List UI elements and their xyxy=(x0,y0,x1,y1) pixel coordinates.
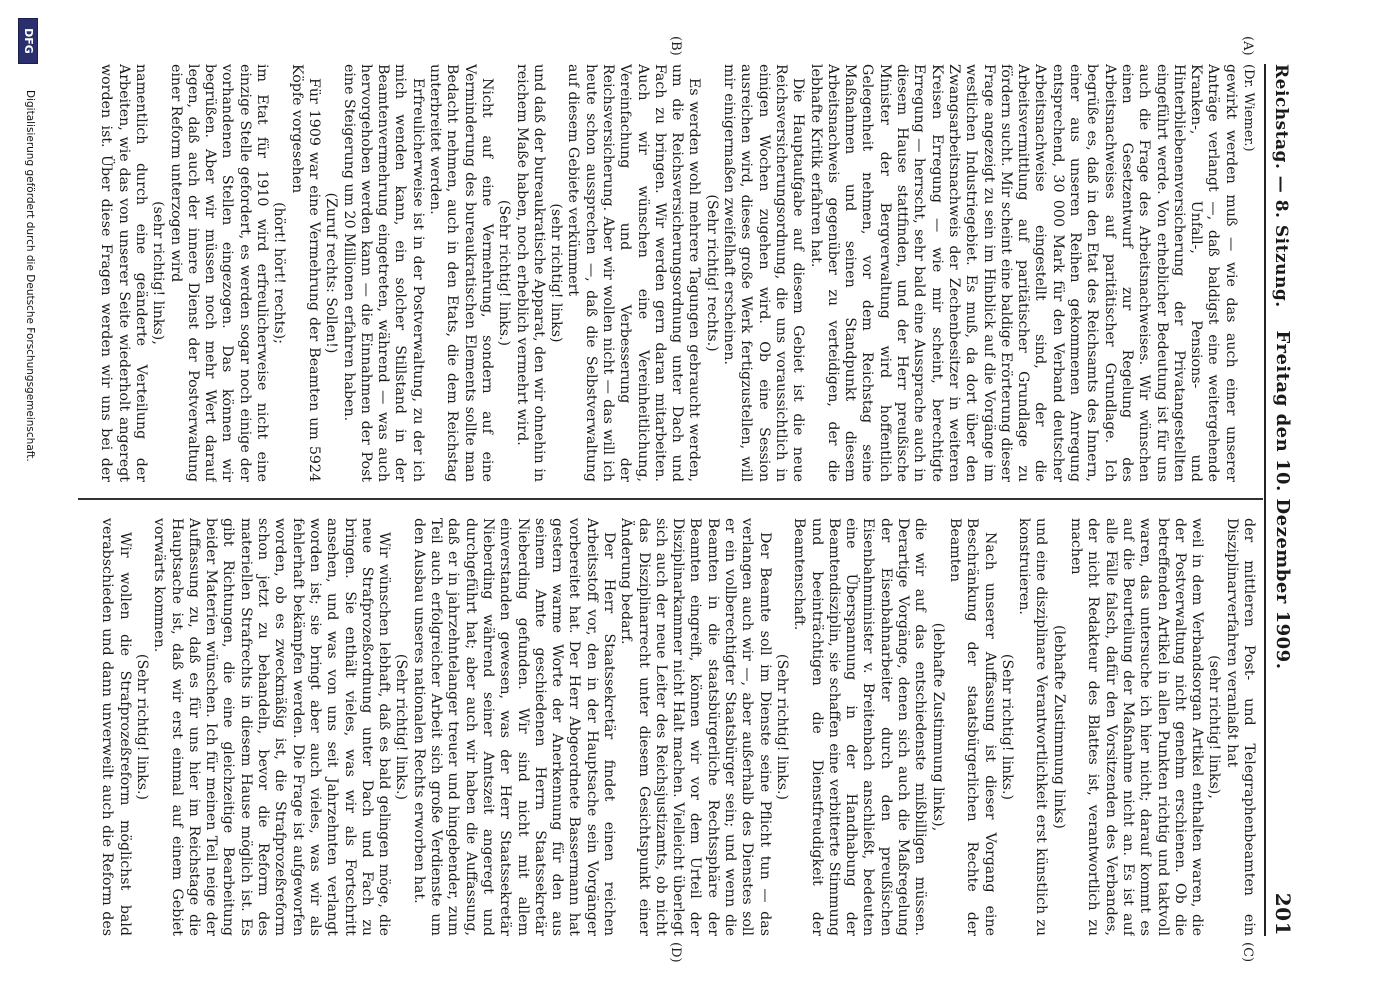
margin-marker-c: (C) xyxy=(1240,942,1255,963)
paragraph: Nicht auf eine Vermehrung, sondern auf eine Verminderung des bureaukratischen Elements sollte man Bedacht nehmen, auch in den Etats, die dem Reichstag unterbreitet werden. xyxy=(427,64,495,482)
interjection: (lebhafte Zustimmung links), xyxy=(929,622,946,832)
dfg-logo: DFG xyxy=(18,18,38,64)
funding-note: Digitalisierung gefördert durch die Deutsche Forschungsgemeinschaft. xyxy=(24,90,36,462)
paragraph: Die Hauptaufgabe auf diesem Gebiet ist die neue Reichsversicherungsordnung, die uns voraussichtlich in einigen Wochen zugehen wird. Ob eine Session ausreichen wird, dieses große Werk fertigzustellen, will mir einigermaßen zweifelhaft erscheinen. xyxy=(721,64,807,482)
page-footer xyxy=(18,0,38,1000)
paragraph: Wir wollen die Strafprozeßreform möglichst bald verabschieden und dann unverweilt auch die Reform des xyxy=(99,518,133,936)
margin-marker-d: (D) xyxy=(668,942,683,963)
page-header xyxy=(1267,64,1297,936)
column-divider xyxy=(78,498,1263,500)
paragraph: die wir auf das entschiedenste mißbilligen müssen. Derartige Vorgänge, denen sich auch die Maßregelung der Eisenbahnarbeiter durch den preußischen Eisenbahnminister v. Breitenbach anschließt, bedeuten eine Überspannung in der Handhabung der Beamtendisziplin, sie schaffen eine verbitterte Stimmung und beeinträchtigen die Dienstfreudigkeit der Beamtenschaft. xyxy=(791,518,929,936)
paragraph: im Etat für 1910 wird erfreulicherweise nicht eine einzige Stelle gefordert, es werden sogar noch einige der vorhandenen Stellen eingezogen. Das können wir begrüßen. Aber wir müssen noch mehr Wert darauf legen, daß auch der innere Dienst der Postverwaltung einer Reform unterzogen wird xyxy=(167,64,271,482)
margin-marker-a: (A) xyxy=(1240,36,1255,56)
interjection: (Zuruf rechts: Sollen!) xyxy=(323,192,340,354)
paragraph: der mittleren Post- und Telegraphenbeamten ein Disziplinarverfahren veranlaßt hat xyxy=(1223,518,1257,936)
interjection: (hört! hört! rechts); xyxy=(271,202,288,344)
paragraph: Der Herr Staatssekretär findet einen reichen Arbeitsstoff vor, den in der Hauptsache sein Vorgänger vorbereitet hat. Der Herr Abgeordnete Bassermann hat gestern warme Worte der Anerkennung für den aus seinem Amte geschiedenen Herrn Staatssekretär Nieberding gefunden. Wir sind nicht mit allem einverstanden gewesen, was der Herr Staatssekretär Nieberding während seiner Amtszeit angeregt und durchgeführt hat; aber auch wir haben die Auffassung, daß er in jahrzehntelanger treuer und hingebender, zum Teil auch erfolgreicher Arbeit sich große Verdienste um den Ausbau unseres nationalen Rechts erworben hat. xyxy=(410,518,618,936)
paragraph: Erfreulicherweise ist in der Postverwaltung, zu der ich mich wenden kann, ein solcher Stillstand in der Beamtenvermehrung eingetreten, während — was auch hervorgehoben werden kann — die Einnahmen der Post eine Steigerung um 20 Millionen erfahren haben. xyxy=(340,64,426,482)
paragraph: Nach unserer Auffassung ist dieser Vorgang eine Beschränkung der staatsbürgerlichen Rechte der Beamten xyxy=(946,518,998,936)
margin-marker-b: (B) xyxy=(668,36,683,56)
page-number: 201 xyxy=(1271,892,1295,936)
text-column-left xyxy=(97,64,1257,482)
interjection: (Sehr richtig! links.) xyxy=(393,653,410,801)
paragraph: namentlich durch eine geänderte Verteilung der Arbeiten, wie das von unserer Seite wiederholt angeregt worden ist. Über diese Fragen werden wir uns bei der xyxy=(98,64,149,482)
interjection: (Sehr richtig! rechts.) xyxy=(703,194,720,352)
header-left: Reichstag. — 8. Sitzung. xyxy=(1271,64,1291,308)
interjection: (Sehr richtig! links.) xyxy=(134,653,150,801)
interjection: (Sehr richtig! links.) xyxy=(998,653,1015,801)
header-date: Freitag den 10. Dezember 1909. xyxy=(1272,330,1293,670)
interjection: (sehr richtig! links), xyxy=(1206,655,1223,799)
speaker-label: (Dr. Wiemer.) xyxy=(1241,64,1256,152)
paragraph: gewirkt werden muß — wie das auch einer unserer Anträge verlangt —, daß baldigst eine weitergehende Kranken-, Unfall-, Pensions- und Hinterbliebenenversicherung der Privatangestellten eingeführt werde. Von erheblicher Bedeutung ist für uns auch die Frage des Arbeitsnachweises. Wir wünschen einen Gesetzentwurf zur Regelung des Arbeitsnachweises auf paritätischer Grundlage. Ich begrüße es, daß in den Etat des Reichsamts des Innern, einer aus unseren Reihen gekommenen Anregung entsprechend, 30 000 Mark für den Verband deutscher Arbeitsnachweise eingestellt sind, der die Arbeitsvermittlung auf paritätischer Grundlage zu fördern sucht. Mir scheint eine baldige Erörterung dieser Frage angezeigt zu sein im Hinblick auf die Vorgänge im westlichen Industriegebiet. Es muß, da dort über den Zwangsarbeitsnachweis der Zechenbesitzer in weiteren Kreisen Erregung — wie mir scheint, berechtigte Erregung — herrscht, sehr bald eine Aussprache auch in diesem Hause stattfinden, und der Herr preußische Minister der Bergverwaltung wird hoffentlich Gelegenheit nehmen, vor dem Reichstag seine Maßnahmen und seinen Standpunkt diesem Arbeitsnachweis gegenüber zu verteidigen, der die lebhafte Kritik erfahren hat. xyxy=(807,64,1239,482)
interjection: (sehr richtig! links), xyxy=(150,201,167,345)
interjection: (Sehr richtig! links.) xyxy=(773,653,790,801)
paragraph: Für 1909 war eine Vermehrung der Beamten um 5924 Köpfe vorgesehen xyxy=(288,64,322,482)
interjection: (lebhafte Zustimmung links) xyxy=(1050,625,1067,829)
paragraph: Wir wünschen lebhaft, daß es bald gelingen möge, die neue Strafprozeßordnung unter Dach und Fach zu bringen. Sie enthält vieles, was wir als Fortschritt ansehen, und was von uns seit Jahrzehnten verlangt worden ist; sie bringt aber auch vieles, was wir als fehlerhaft bekämpfen werden. Die Frage ist aufgeworfen worden, ob es zweckmäßig ist, die Strafprozeßreform schon jetzt zu behandeln, bevor die Reform des materiellen Strafrechts in diesem Hause möglich ist. Es gibt Richtungen, die eine gleichzeitige Bearbeitung beider Materien wünschen. Ich für meinen Teil neige der Auffassung zu, daß es für uns hier im Reichstage die Hauptsache ist, daß wir erst einmal auf einem Gebiet vorwärts kommen. xyxy=(151,518,393,936)
interjection: (Sehr richtig! links.) xyxy=(496,199,513,347)
header-rule xyxy=(1264,64,1266,936)
paragraph: und eine disziplinare Verantwortlichkeit erst künstlich zu konstruieren. xyxy=(1016,518,1050,936)
paragraph: Der Beamte soll im Dienste seine Pflicht tun — das verlangen auch wir —, aber außerhalb des Dienstes soll er ein vollberechtigter Staatsbürger sein; und wenn die Beamten in die staatsbürgerliche Rechtssphäre der Beamten eingreift, können wir vor dem Urteil der Disziplinarkammer nicht Halt machen. Vielleicht überlegt sich auch der neue Leiter des Reichsjustizamts, ob nicht das Disziplinarrecht unter diesem Gesichtspunkt einer Änderung bedarf. xyxy=(618,518,773,936)
interjection: (sehr richtig! links) xyxy=(548,203,565,343)
paragraph: weil in dem Verbandsorgan Artikel enthalten waren, die der Postverwaltung nicht genehm erschienen. Ob die betreffenden Artikel in allen Punkten richtig und taktvoll waren, das untersuche ich hier nicht; darauf kommt es auf die Beurteilung der Maßnahme nicht an. Es ist auf alle Fälle falsch, dafür den Vorsitzenden des Verbandes, der nicht Redakteur des Blattes ist, verantwortlich zu machen xyxy=(1068,518,1206,936)
text-column-right xyxy=(97,518,1257,936)
paragraph: Es werden wohl mehrere Tagungen gebraucht werden, um die Reichsversicherungsordnung unter Dach und Fach zu bringen. Wir werden gern daran mitarbeiten. Auch wir wünschen eine Vereinheitlichung, Vereinfachung und Verbesserung der Reichsversicherung. Aber wir wollen nicht — das will ich heute schon aussprechen —, daß die Selbstverwaltung auf diesem Gebiete verkümmert xyxy=(565,64,703,482)
paragraph: und daß der bureaukratische Apparat, den wir ohnehin in reichem Maße haben, noch erheblich vermehrt wird. xyxy=(513,64,547,482)
